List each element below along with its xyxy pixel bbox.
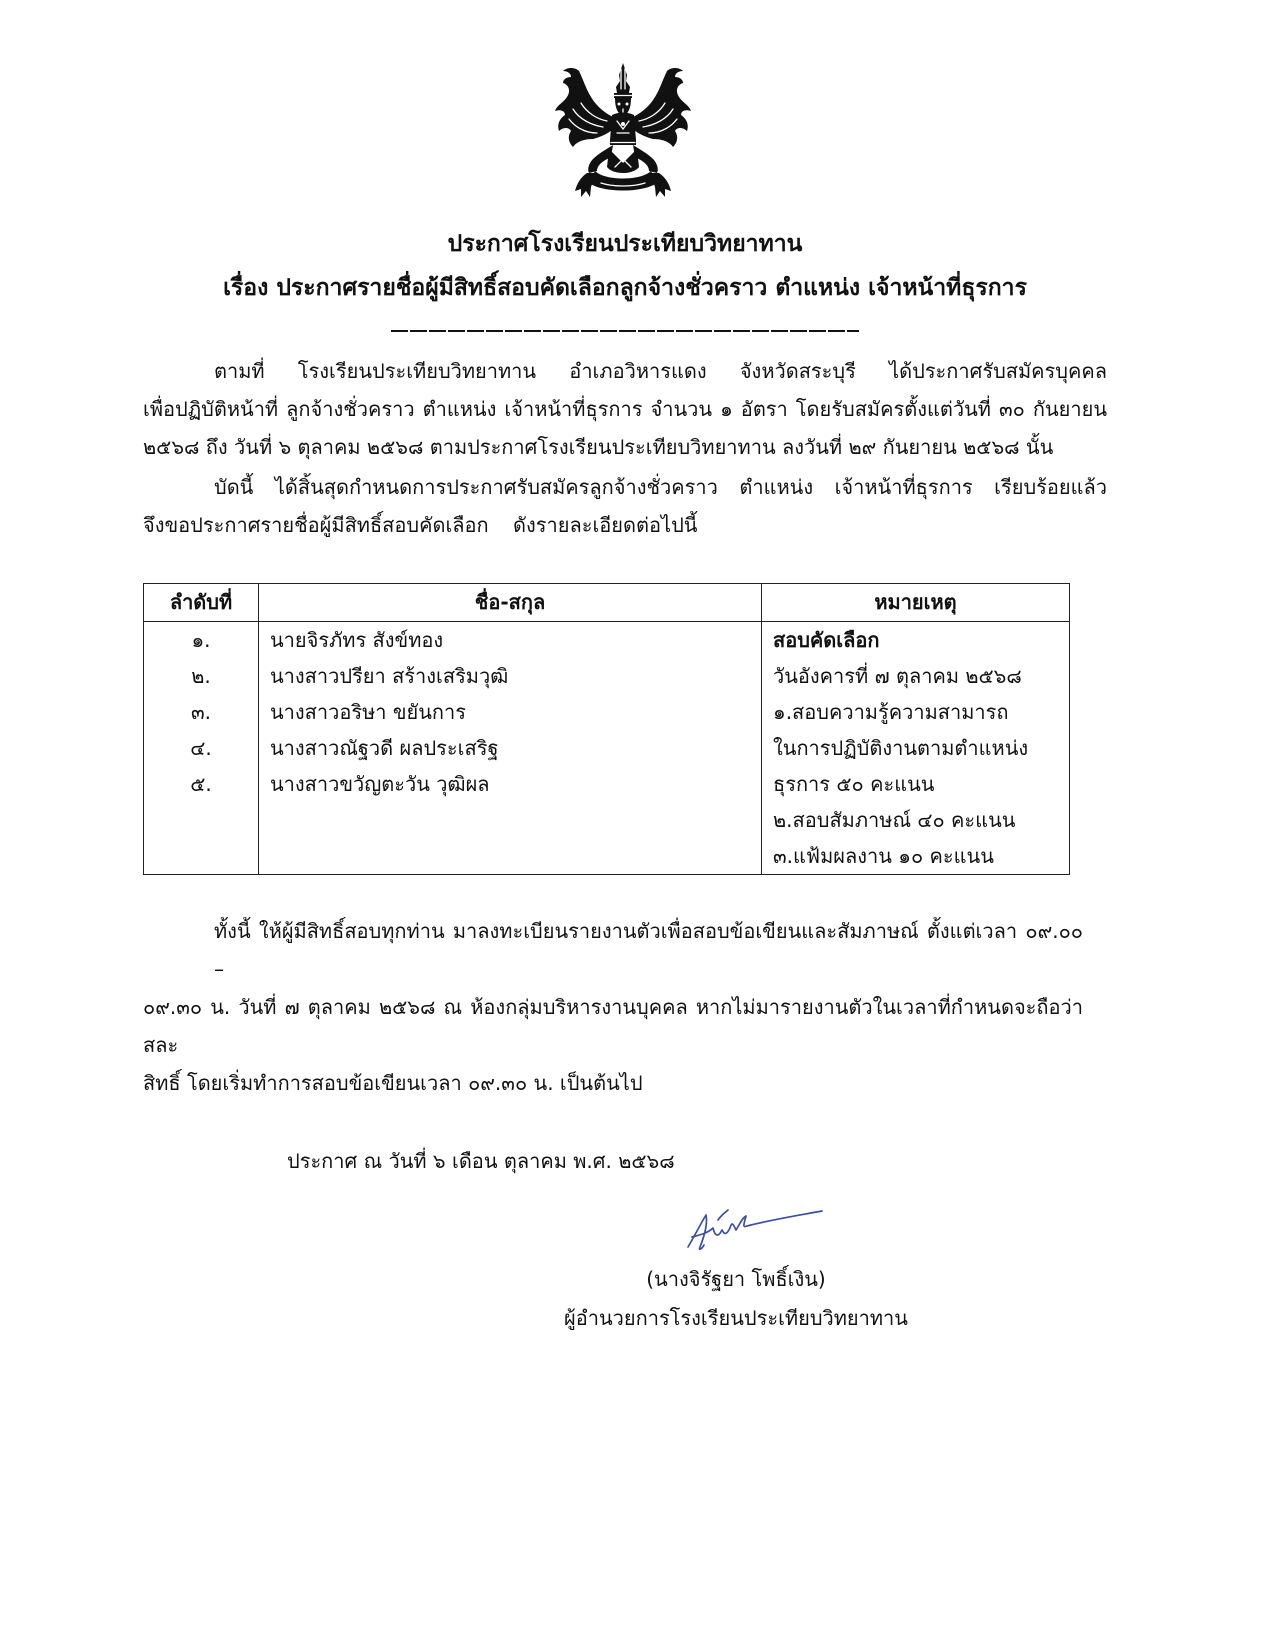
signatory-name: (นางจิรัฐยา โพธิ์เงิน) [646, 1267, 826, 1291]
table-cell-name: นางสาวอริษา ขยันการ [270, 700, 467, 724]
name-column [258, 622, 761, 874]
garuda-emblem-icon [553, 63, 693, 203]
table-cell-name: นางสาวณัฐวดี ผลประเสริฐ [270, 736, 499, 760]
announcement-date: ประกาศ ณ วันที่ ๖ เดือน ตุลาคม พ.ศ. ๒๕๖๘ [287, 1149, 675, 1173]
table-header-row [144, 584, 1069, 622]
remark-line: สอบคัดเลือก [773, 628, 880, 652]
table-cell-no: ๑. [191, 628, 211, 652]
paragraph-line: ทั้งนี้ ให้ผู้มีสิทธิ์สอบทุกท่าน มาลงทะเบียนรายงานตัวเพื่อสอบข้อเขียนและสัมภาษณ์ ตั้งแต่เวลา ๐๙.๐๐ – [214, 919, 1083, 981]
remark-line: ๒.สอบสัมภาษณ์ ๔๐ คะแนน [773, 808, 1016, 832]
remark-line: ๓.แฟ้มผลงาน ๑๐ คะแนน [773, 844, 994, 868]
announcement-paragraph [143, 468, 1107, 544]
remark-line: ๑.สอบความรู้ความสามารถ [773, 700, 1009, 724]
signature-image [680, 1203, 830, 1258]
paragraph-line: จึงขอประกาศรายชื่อผู้มีสิทธิ์สอบคัดเลือก ดังรายละเอียดต่อไปนี้ [143, 513, 698, 537]
table-cell-no: ๒. [191, 664, 211, 688]
remark-line: วันอังคารที่ ๗ ตุลาคม ๒๕๖๘ [773, 664, 1022, 688]
remark-line: ธุรการ ๕๐ คะแนน [773, 772, 935, 796]
table-cell-no: ๔. [190, 736, 212, 760]
document-body [143, 222, 1107, 1180]
paragraph-line: ตามที่ โรงเรียนประเทียบวิทยาทาน อำเภอวิหารแดง จังหวัดสระบุรี ได้ประกาศรับสมัครบุคคล [214, 359, 1107, 383]
remark-line: ในการปฏิบัติงานตามตำแหน่ง [773, 736, 1029, 760]
paragraph-line: เพื่อปฏิบัติหน้าที่ ลูกจ้างชั่วคราว ตำแหน่ง เจ้าหน้าที่ธุรการ จำนวน ๑ อัตรา โดยรับสมัครตั้งแต่วันที่ ๓๐ กันยายน [143, 397, 1107, 421]
table-cell-name: นางสาวขวัญตะวัน วุฒิผล [270, 772, 490, 796]
remark-column [761, 622, 1069, 874]
table-cell-name: นายจิรภัทร สังข์ทอง [270, 628, 444, 652]
instructions-paragraph [143, 912, 1083, 1102]
paragraph-line: ๒๕๖๘ ถึง วันที่ ๖ ตุลาคม ๒๕๖๘ ตามประกาศโรงเรียนประเทียบวิทยาทาน ลงวันที่ ๒๙ กันยายน ๒๕๖๘ นั้น [143, 435, 1054, 459]
signatory-position: ผู้อำนวยการโรงเรียนประเทียบวิทยาทาน [564, 1306, 908, 1330]
header-no: ลำดับที่ [144, 584, 258, 622]
page-title: ประกาศโรงเรียนประเทียบวิทยาทาน [447, 231, 803, 257]
document-subject: เรื่อง ประกาศรายชื่อผู้มีสิทธิ์สอบคัดเลือกลูกจ้างชั่วคราว ตำแหน่ง เจ้าหน้าที่ธุรการ [223, 275, 1027, 301]
table-cell-no: ๓. [190, 700, 212, 724]
title-divider [391, 330, 859, 332]
table-body-row [144, 622, 1069, 874]
paragraph-line: ๐๙.๓๐ น. วันที่ ๗ ตุลาคม ๒๕๖๘ ณ ห้องกลุ่มบริหารงานบุคคล หากไม่มารายงานตัวในเวลาที่กำหนดจะถือว่าสละ [143, 995, 1083, 1057]
paragraph-line: สิทธิ์ โดยเริ่มทำการสอบข้อเขียนเวลา ๐๙.๓๐ น. เป็นต้นไป [143, 1071, 643, 1095]
table-cell-no: ๕. [190, 772, 212, 796]
candidates-table [143, 583, 1070, 875]
paragraph-line: บัดนี้ ได้สิ้นสุดกำหนดการประกาศรับสมัครลูกจ้างชั่วคราว ตำแหน่ง เจ้าหน้าที่ธุรการ เรียบร้อยแล้ว [214, 475, 1107, 499]
header-name: ชื่อ-สกุล [258, 584, 761, 622]
signatory-block [556, 1260, 916, 1338]
intro-paragraph [143, 352, 1107, 466]
header-remark: หมายเหตุ [761, 584, 1069, 622]
table-cell-name: นางสาวปรียา สร้างเสริมวุฒิ [270, 664, 509, 688]
ordinal-column [144, 622, 258, 874]
